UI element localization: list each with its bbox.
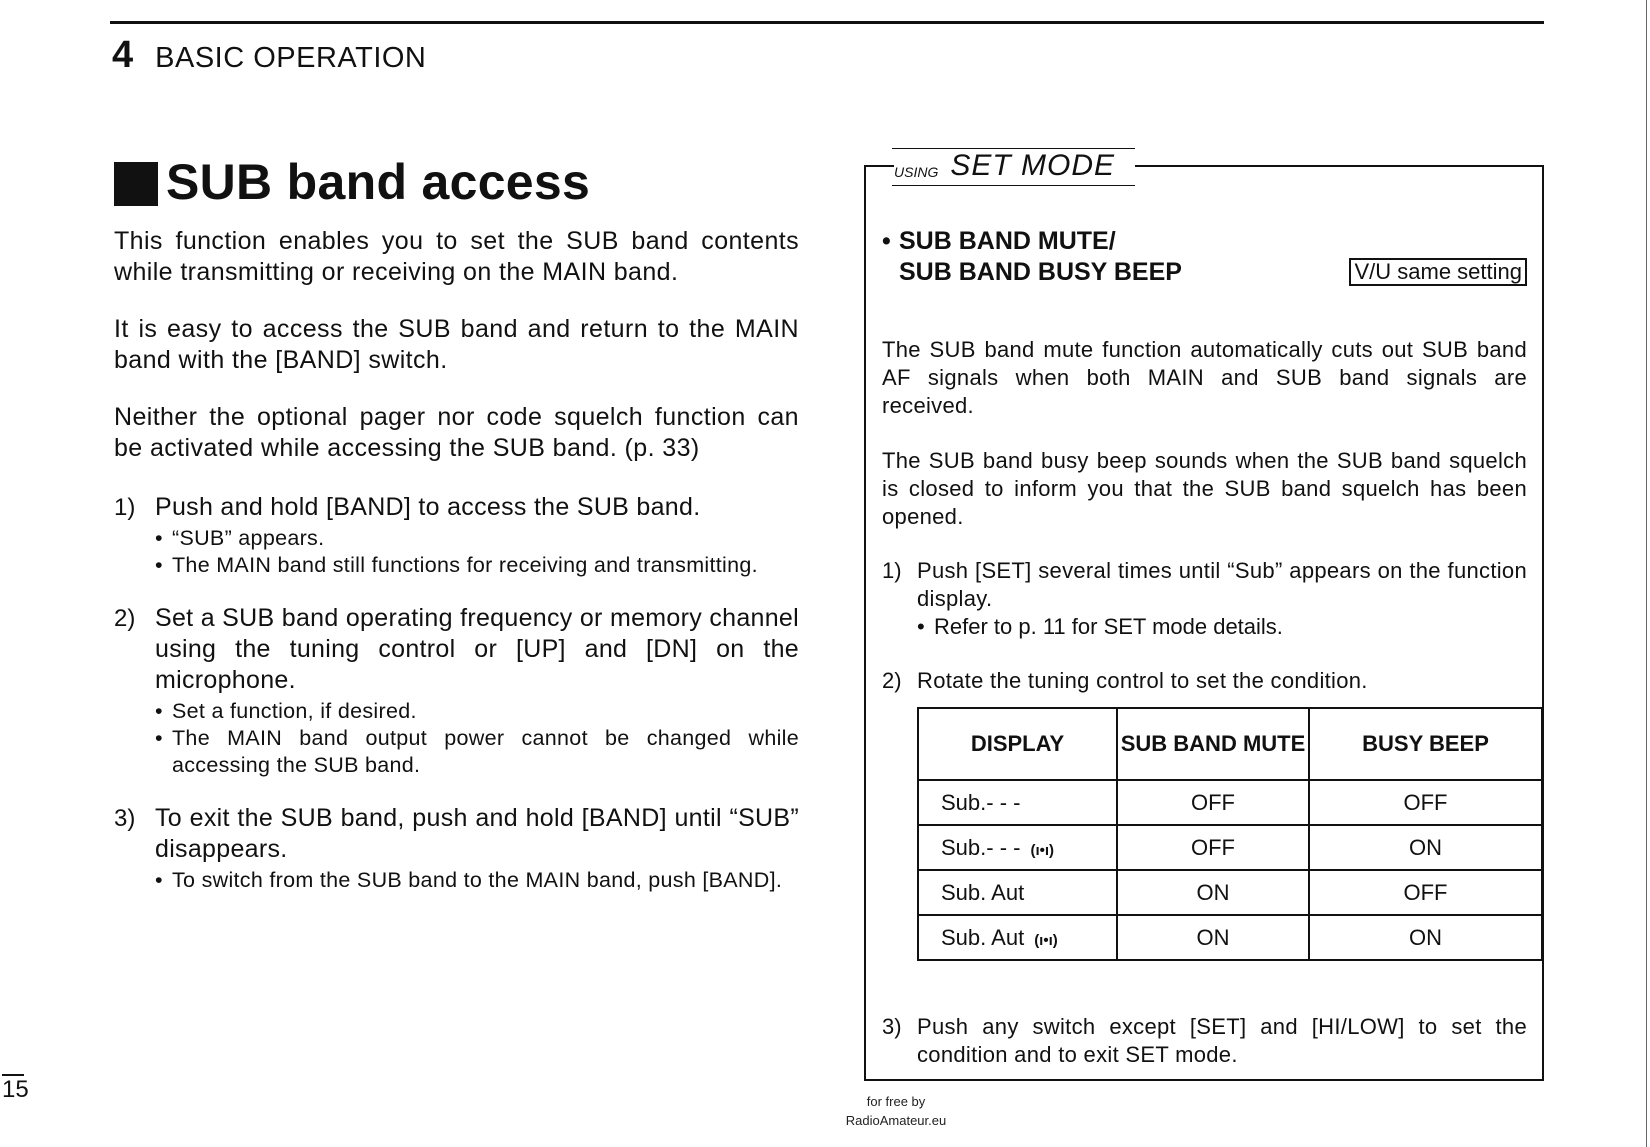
chapter-header (112, 34, 426, 77)
step-number: 2) (114, 605, 136, 632)
table-row: Sub. Aut (ı•ı) ON ON (918, 915, 1542, 960)
feature-title-line2: SUB BAND BUSY BEEP (899, 258, 1182, 286)
beep-icon: (ı•ı) (1030, 841, 1055, 859)
scan-edge (1646, 0, 1647, 1147)
step-bullet: • The MAIN band still functions for receiving and transmitting. (155, 553, 758, 577)
table-header-display: DISPLAY (918, 708, 1117, 780)
step-2 (114, 603, 799, 779)
intro-paragraph: This function enables you to set the SUB band contents while transmitting or receiving on the MAIN band. (114, 227, 799, 286)
condition-table (917, 707, 1543, 961)
header-rule (110, 21, 1544, 24)
step-text: Set a SUB band operating frequency or memory channel using the tuning control or [UP] and [DN] on the microphone. (155, 604, 799, 694)
mute-description: The SUB band mute function automatically cuts out SUB band AF signals when both MAIN and SUB band signals are received. (882, 337, 1527, 418)
section-square-icon (114, 162, 158, 206)
access-paragraph: It is easy to access the SUB band and return to the MAIN band with the [BAND] switch. (114, 315, 799, 374)
beep-icon: (ı•ı) (1034, 931, 1058, 949)
beep-description: The SUB band busy beep sounds when the SUB band squelch is closed to inform you that the SUB band squelch has been opened. (882, 448, 1527, 529)
vu-same-setting-tag: V/U same setting (1349, 258, 1527, 286)
set-mode-content (882, 226, 1527, 1095)
using-label: USING (894, 164, 939, 180)
chapter-title: BASIC OPERATION (155, 42, 427, 74)
step-bullet: • “SUB” appears. (155, 526, 325, 550)
step-1 (114, 492, 799, 579)
step-text: Push [SET] several times until “Sub” appears on the function display. (917, 558, 1527, 611)
table-header-mute: SUB BAND MUTE (1117, 708, 1309, 780)
table-header-beep: BUSY BEEP (1309, 708, 1542, 780)
set-mode-steps (882, 557, 1527, 1069)
source-credit: for free by RadioAmateur.eu (845, 1094, 947, 1128)
step-text: Rotate the tuning control to set the condition. (917, 668, 1368, 693)
table-row: Sub. Aut ON OFF (918, 870, 1542, 915)
step-number: 2) (882, 668, 902, 693)
set-step-3 (882, 1013, 1527, 1069)
step-bullet: • Set a function, if desired. (155, 699, 417, 723)
step-number: 1) (882, 558, 902, 583)
box-top-border-right (1135, 165, 1544, 167)
table-row: Sub.- - - OFF OFF (918, 780, 1542, 825)
step-number: 1) (114, 494, 136, 521)
feature-heading (882, 226, 1527, 288)
step-bullet: • The MAIN band output power cannot be changed while accessing the SUB band. (155, 726, 799, 777)
step-text: Push and hold [BAND] to access the SUB band. (155, 493, 701, 521)
step-number: 3) (114, 805, 136, 832)
set-mode-label: SET MODE (950, 149, 1116, 182)
sub-band-access-section (114, 150, 799, 918)
step-text: Push any switch except [SET] and [HI/LOW] to set the condition and to exit SET mode. (917, 1014, 1527, 1067)
feature-title: • SUB BAND MUTE/ SUB BAND BUSY BEEP (882, 227, 1182, 286)
steps-list (114, 492, 799, 894)
feature-title-line1: SUB BAND MUTE/ (899, 227, 1116, 255)
step-3 (114, 803, 799, 894)
set-mode-header (892, 148, 1135, 186)
chapter-number: 4 (112, 34, 134, 76)
step-text: To exit the SUB band, push and hold [BAND] until “SUB” disappears. (155, 804, 799, 863)
section-heading (114, 150, 799, 214)
section-title: SUB band access (166, 154, 591, 210)
set-step-1 (882, 557, 1527, 641)
step-bullet: • To switch from the SUB band to the MAIN band, push [BAND]. (155, 868, 783, 892)
box-top-border-left (864, 165, 894, 167)
step-number: 3) (882, 1014, 902, 1039)
table-row: Sub.- - - (ı•ı) OFF ON (918, 825, 1542, 870)
set-step-2 (882, 667, 1527, 961)
page-number: 15 (2, 1076, 29, 1103)
restriction-paragraph: Neither the optional pager nor code squelch function can be activated while accessing the SUB band. (p. 33) (114, 403, 799, 462)
step-bullet: • Refer to p. 11 for SET mode details. (917, 614, 1283, 639)
